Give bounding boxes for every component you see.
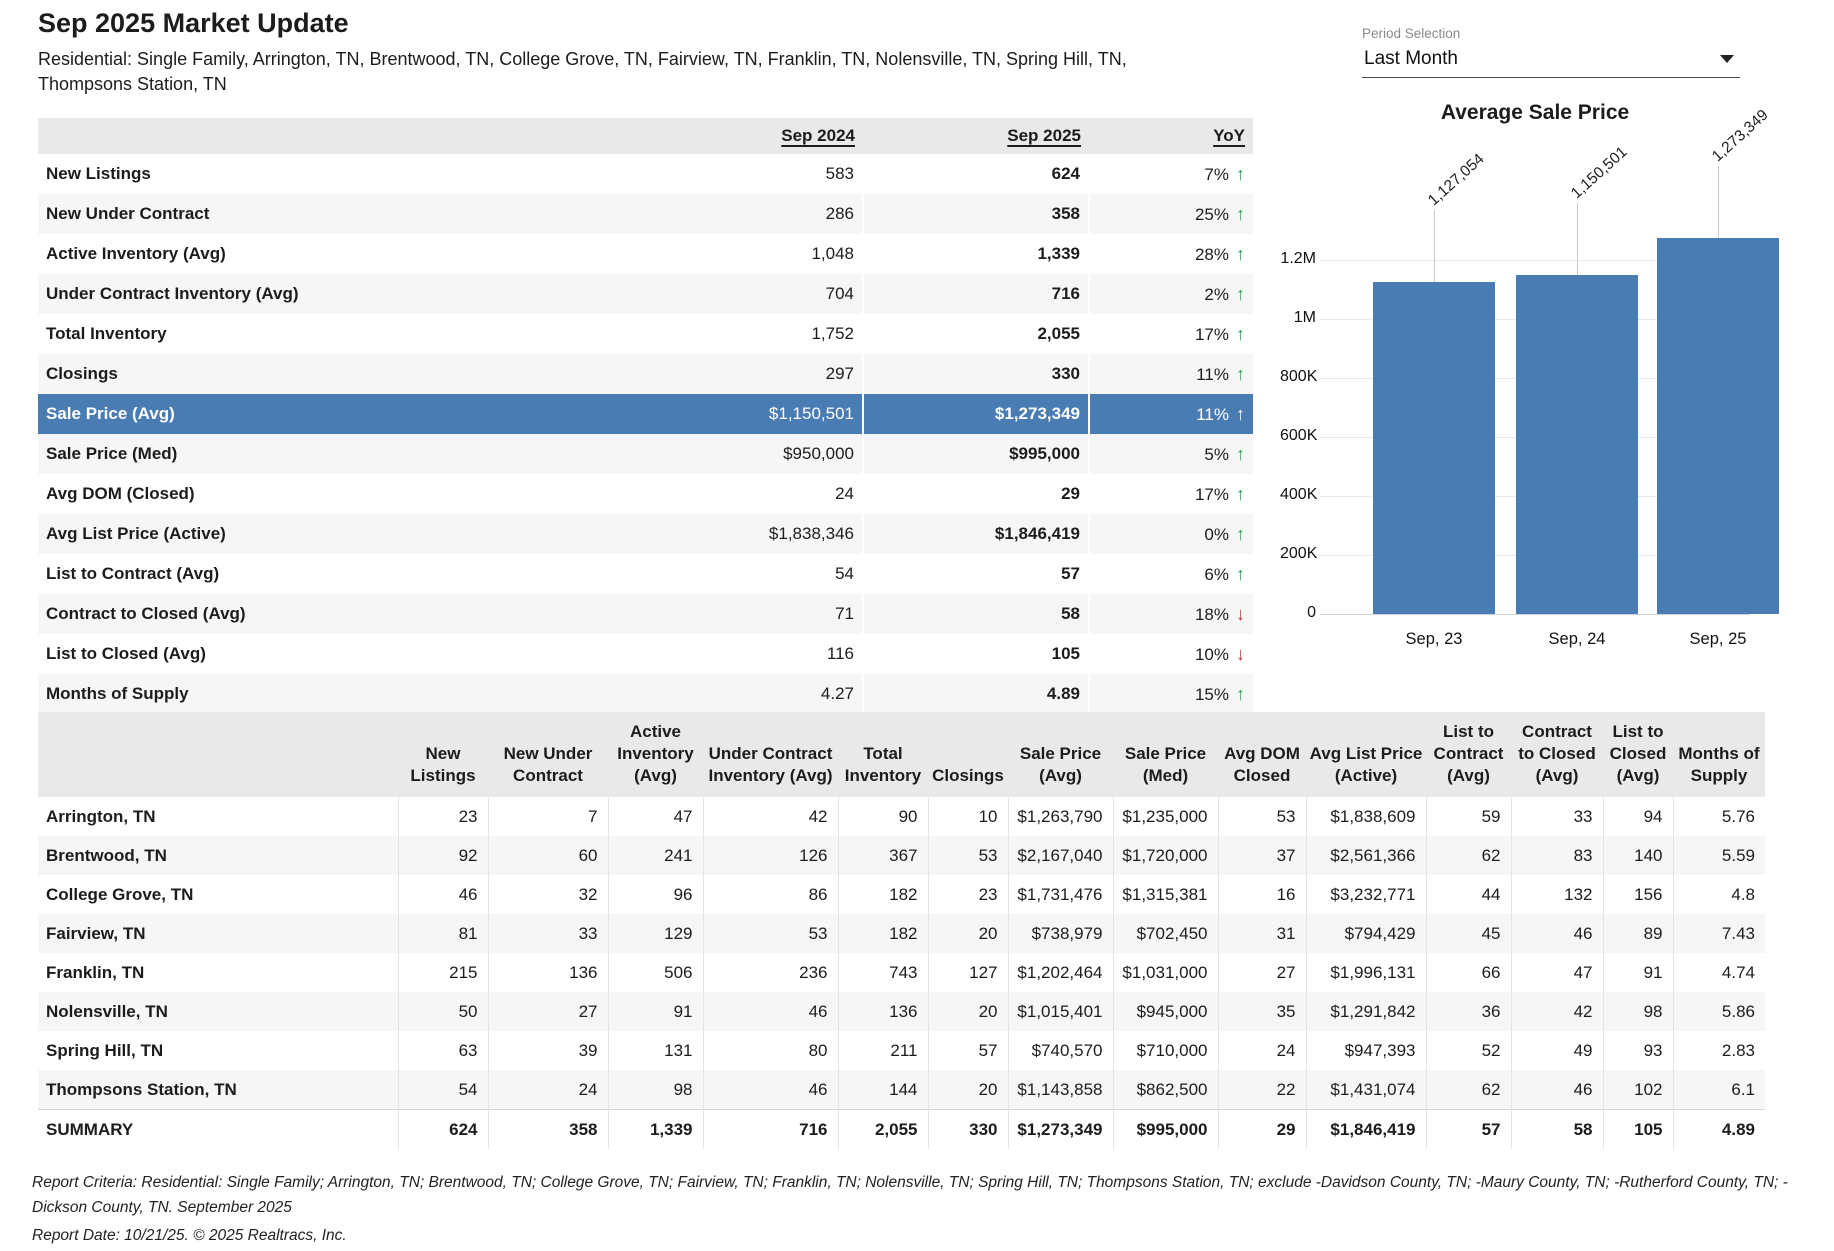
city-cell: 23	[928, 875, 1008, 914]
city-cell: 46	[703, 1070, 838, 1110]
metric-label: Avg List Price (Active)	[38, 514, 558, 554]
trend-up-icon: ↑	[1236, 523, 1245, 544]
city-cell: $1,838,609	[1306, 797, 1426, 836]
x-axis-category-label: Sep, 24	[1548, 630, 1606, 648]
metrics-row[interactable]	[38, 274, 1253, 314]
chart-bar[interactable]	[1657, 238, 1779, 614]
chart-bar[interactable]	[1373, 282, 1495, 614]
city-cell: 96	[608, 875, 703, 914]
city-cell: $1,996,131	[1306, 953, 1426, 992]
city-cell: 7	[488, 797, 608, 836]
city-cell: 127	[928, 953, 1008, 992]
metric-label: List to Closed (Avg)	[46, 644, 206, 663]
metric-label: Closings	[38, 354, 558, 394]
y-axis-tick-label: 200K	[1280, 545, 1318, 562]
metric-prev-value: 704	[558, 274, 863, 314]
metric-yoy-value: 6% ↑	[1089, 554, 1253, 594]
city-row	[38, 1031, 1765, 1070]
metric-yoy-value: 11% ↑	[1089, 394, 1253, 434]
city-breakdown-table	[38, 712, 1765, 1149]
city-row	[38, 1070, 1765, 1110]
city-cell: $740,570	[1008, 1031, 1113, 1070]
metrics-summary-table	[38, 118, 1253, 714]
trend-up-icon: ↑	[1236, 483, 1245, 504]
metric-yoy-value: 10% ↓	[1089, 634, 1253, 674]
trend-up-icon: ↑	[1236, 243, 1245, 264]
city-cell: 144	[838, 1070, 928, 1110]
metrics-row[interactable]	[38, 474, 1253, 514]
city-cell: 93	[1603, 1031, 1673, 1070]
city-cell: 182	[838, 875, 928, 914]
metrics-header-yoy[interactable]: YoY	[1089, 118, 1253, 154]
trend-up-icon: ↑	[1236, 403, 1245, 424]
metrics-row[interactable]	[38, 594, 1253, 634]
city-name: Fairview, TN	[38, 914, 398, 953]
metric-prev-value: 286	[558, 194, 863, 234]
city-cell: 4.89	[1673, 1110, 1765, 1150]
city-cell: 63	[398, 1031, 488, 1070]
metric-yoy-value: 7% ↑	[1089, 154, 1253, 194]
city-table-header: List to Contract (Avg)	[1426, 712, 1511, 797]
metric-curr-value: 4.89	[863, 674, 1089, 714]
city-table-header: Avg List Price (Active)	[1306, 712, 1426, 797]
metric-yoy-value: 11% ↑	[1089, 354, 1253, 394]
city-cell: 47	[1511, 953, 1603, 992]
metric-curr-value: 716	[863, 274, 1089, 314]
city-table-header: Sale Price (Avg)	[1008, 712, 1113, 797]
x-axis-line	[1320, 614, 1750, 615]
metric-curr-value: 57	[863, 554, 1089, 594]
bar-label-leader-line	[1718, 166, 1719, 238]
metric-yoy-value: 17% ↑	[1089, 474, 1253, 514]
metric-label: New Listings	[46, 164, 151, 183]
y-axis-tick-label: 600K	[1280, 427, 1318, 444]
city-name: SUMMARY	[38, 1110, 398, 1150]
city-cell: $2,167,040	[1008, 836, 1113, 875]
city-cell: 4.74	[1673, 953, 1765, 992]
city-cell: 33	[1511, 797, 1603, 836]
city-cell: $702,450	[1113, 914, 1218, 953]
metrics-header-row	[38, 118, 1253, 154]
city-cell: 91	[608, 992, 703, 1031]
page-title: Sep 2025 Market Update	[38, 8, 349, 38]
city-cell: 20	[928, 914, 1008, 953]
city-table-header: New Listings	[398, 712, 488, 797]
city-cell: 46	[1511, 1070, 1603, 1110]
city-cell: 57	[1426, 1110, 1511, 1150]
metric-label: Sale Price (Avg)	[38, 394, 558, 434]
city-cell: 5.76	[1673, 797, 1765, 836]
metrics-row[interactable]	[38, 194, 1253, 234]
city-cell: 58	[1511, 1110, 1603, 1150]
metric-prev-value: 71	[558, 594, 863, 634]
city-cell: 49	[1511, 1031, 1603, 1070]
report-date-text: Report Date: 10/21/25. © 2025 Realtracs, Inc.	[32, 1227, 347, 1244]
city-cell: 42	[1511, 992, 1603, 1031]
city-cell: 4.8	[1673, 875, 1765, 914]
city-cell: 358	[488, 1110, 608, 1150]
city-table-header: Under Contract Inventory (Avg)	[703, 712, 838, 797]
city-cell: 46	[1511, 914, 1603, 953]
city-cell: 743	[838, 953, 928, 992]
metric-label: New Under Contract	[38, 194, 558, 234]
city-cell: 16	[1218, 875, 1306, 914]
city-cell: 54	[398, 1070, 488, 1110]
metric-curr-value: 2,055	[863, 314, 1089, 354]
y-axis-tick-label: 1M	[1293, 309, 1316, 326]
city-cell: 7.43	[1673, 914, 1765, 953]
city-table-header: Contract to Closed (Avg)	[1511, 712, 1603, 797]
metric-yoy-value: 17% ↑	[1089, 314, 1253, 354]
city-cell: $945,000	[1113, 992, 1218, 1031]
city-cell: 83	[1511, 836, 1603, 875]
metric-curr-value: $1,846,419	[863, 514, 1089, 554]
trend-up-icon: ↑	[1236, 683, 1245, 704]
metric-prev-value: 4.27	[558, 674, 863, 714]
trend-down-icon: ↓	[1236, 603, 1245, 624]
trend-down-icon: ↓	[1236, 643, 1245, 664]
metrics-header-empty	[38, 118, 558, 154]
metrics-row[interactable]	[38, 634, 1253, 674]
city-cell: 22	[1218, 1070, 1306, 1110]
metrics-row[interactable]	[38, 434, 1253, 474]
city-cell: 136	[838, 992, 928, 1031]
metric-curr-value: 330	[863, 354, 1089, 394]
city-cell: 33	[488, 914, 608, 953]
city-row	[38, 953, 1765, 992]
city-cell: 136	[488, 953, 608, 992]
metric-curr-value: 105	[863, 634, 1089, 674]
city-cell: $1,015,401	[1008, 992, 1113, 1031]
bar-value-label: 1,127,054	[1424, 149, 1488, 209]
city-row	[38, 797, 1765, 836]
metric-prev-value: $950,000	[558, 434, 863, 474]
city-cell: 24	[488, 1070, 608, 1110]
city-cell: 10	[928, 797, 1008, 836]
metrics-header-curr-period[interactable]: Sep 2025	[863, 118, 1089, 154]
city-cell: 211	[838, 1031, 928, 1070]
report-criteria-subtitle: Residential: Single Family, Arrington, TN, Brentwood, TN, College Grove, TN, Fairview, TN, Franklin, TN, Nolensville, TN, Spring Hill, TN, Thompsons Station, TN	[38, 49, 1127, 94]
city-cell: 53	[928, 836, 1008, 875]
city-summary-row	[38, 1110, 1765, 1150]
city-cell: 81	[398, 914, 488, 953]
city-cell: 52	[1426, 1031, 1511, 1070]
city-name: Franklin, TN	[46, 962, 145, 982]
city-cell: 131	[608, 1031, 703, 1070]
metric-yoy-value: 18% ↓	[1089, 594, 1253, 634]
city-cell: 716	[703, 1110, 838, 1150]
city-table-header-row	[38, 712, 1765, 797]
city-name: Nolensville, TN	[38, 992, 398, 1031]
city-cell: 5.59	[1673, 836, 1765, 875]
city-cell: 62	[1426, 1070, 1511, 1110]
city-table-header: Total Inventory	[838, 712, 928, 797]
city-cell: 39	[488, 1031, 608, 1070]
metrics-header-prev-period[interactable]: Sep 2024	[558, 118, 863, 154]
city-name: Spring Hill, TN	[46, 1040, 164, 1060]
metrics-row[interactable]	[38, 674, 1253, 714]
city-cell: $995,000	[1113, 1110, 1218, 1150]
city-cell: 32	[488, 875, 608, 914]
city-cell: 367	[838, 836, 928, 875]
y-axis-tick-label: 800K	[1280, 368, 1318, 385]
city-cell: $1,315,381	[1113, 875, 1218, 914]
city-cell: $794,429	[1306, 914, 1426, 953]
city-cell: 132	[1511, 875, 1603, 914]
city-cell: 29	[1218, 1110, 1306, 1150]
city-cell: 86	[703, 875, 838, 914]
metric-prev-value: 297	[558, 354, 863, 394]
y-axis-tick-label: 400K	[1280, 486, 1318, 503]
city-cell: $862,500	[1113, 1070, 1218, 1110]
city-cell: 91	[1603, 953, 1673, 992]
metrics-row[interactable]	[38, 354, 1253, 394]
city-table-header: Active Inventory (Avg)	[608, 712, 703, 797]
city-cell: $1,031,000	[1113, 953, 1218, 992]
city-table-header: Closings	[928, 712, 1008, 797]
city-cell: 94	[1603, 797, 1673, 836]
city-cell: 241	[608, 836, 703, 875]
city-cell: 53	[703, 914, 838, 953]
metric-curr-value: 29	[863, 474, 1089, 514]
city-cell: $1,731,476	[1008, 875, 1113, 914]
city-table-header: Avg DOM Closed	[1218, 712, 1306, 797]
trend-up-icon: ↑	[1236, 323, 1245, 344]
city-cell: 506	[608, 953, 703, 992]
city-cell: $1,291,842	[1306, 992, 1426, 1031]
y-axis-tick-label: 0	[1307, 604, 1316, 621]
caret-down-icon	[1720, 55, 1734, 63]
city-cell: 89	[1603, 914, 1673, 953]
period-selection	[1362, 26, 1740, 78]
city-cell: $1,273,349	[1008, 1110, 1113, 1150]
city-cell: 98	[608, 1070, 703, 1110]
city-cell: $947,393	[1306, 1031, 1426, 1070]
city-column-header	[38, 712, 398, 797]
trend-up-icon: ↑	[1236, 563, 1245, 584]
city-cell: 42	[703, 797, 838, 836]
metric-curr-value: 1,339	[863, 234, 1089, 274]
report-footer	[32, 1170, 1812, 1251]
city-cell: 140	[1603, 836, 1673, 875]
city-cell: $1,202,464	[1008, 953, 1113, 992]
city-cell: 46	[398, 875, 488, 914]
city-cell: $1,143,858	[1008, 1070, 1113, 1110]
city-cell: 330	[928, 1110, 1008, 1150]
trend-up-icon: ↑	[1236, 283, 1245, 304]
metrics-row[interactable]	[38, 314, 1253, 354]
city-table-header: Months of Supply	[1673, 712, 1765, 797]
bar-label-leader-line	[1434, 210, 1435, 282]
city-cell: $1,720,000	[1113, 836, 1218, 875]
metric-label: List to Contract (Avg)	[46, 564, 220, 583]
metric-prev-value: $1,150,501	[558, 394, 863, 434]
city-cell: 27	[1218, 953, 1306, 992]
bar-label-leader-line	[1577, 203, 1578, 275]
city-cell: $1,235,000	[1113, 797, 1218, 836]
city-cell: 36	[1426, 992, 1511, 1031]
city-cell: 98	[1603, 992, 1673, 1031]
city-cell: $1,263,790	[1008, 797, 1113, 836]
city-row	[38, 914, 1765, 953]
metric-prev-value: 1,752	[811, 324, 854, 343]
metric-prev-value: 116	[826, 644, 854, 663]
city-cell: 59	[1426, 797, 1511, 836]
city-cell: 1,339	[608, 1110, 703, 1150]
city-cell: 23	[398, 797, 488, 836]
metric-curr-value: 358	[863, 194, 1089, 234]
city-row	[38, 836, 1765, 875]
metric-label: Total Inventory	[46, 324, 167, 343]
city-cell: 37	[1218, 836, 1306, 875]
metric-curr-value: 624	[863, 154, 1089, 194]
metric-label: Months of Supply	[38, 674, 558, 714]
metric-yoy-value: 2% ↑	[1089, 274, 1253, 314]
city-cell: $1,846,419	[1306, 1110, 1426, 1150]
city-cell: $3,232,771	[1306, 875, 1426, 914]
metric-yoy-value: 28% ↑	[1089, 234, 1253, 274]
city-cell: 45	[1426, 914, 1511, 953]
report-criteria-text: Report Criteria: Residential: Single Family; Arrington, TN; Brentwood, TN; College Grove, TN; Fairview, TN; Franklin, TN; Nolensville, TN; Spring Hill, TN; Thompsons Station, TN; exclude -Davidson County, TN; -Maury County, TN; -Rutherford County, TN; -Dickson County, TN. September 2025	[32, 1174, 1788, 1216]
city-table-header: List to Closed (Avg)	[1603, 712, 1673, 797]
metric-prev-value: 1,048	[811, 244, 854, 263]
city-cell: 47	[608, 797, 703, 836]
city-cell: 126	[703, 836, 838, 875]
metric-label: Contract to Closed (Avg)	[38, 594, 558, 634]
city-cell: 44	[1426, 875, 1511, 914]
city-cell: 50	[398, 992, 488, 1031]
city-table-header: New Under Contract	[488, 712, 608, 797]
metric-prev-value: 583	[825, 164, 854, 183]
city-cell: $710,000	[1113, 1031, 1218, 1070]
city-row	[38, 875, 1765, 914]
metrics-row[interactable]	[38, 514, 1253, 554]
city-cell: 182	[838, 914, 928, 953]
city-cell: 2,055	[838, 1110, 928, 1150]
bar-value-label: 1,273,349	[1708, 106, 1772, 166]
average-sale-price-chart	[1280, 95, 1834, 680]
metric-prev-value: 54	[835, 564, 854, 583]
trend-up-icon: ↑	[1236, 363, 1245, 384]
city-cell: 129	[608, 914, 703, 953]
city-cell: 27	[488, 992, 608, 1031]
metric-label: Under Contract Inventory (Avg)	[38, 274, 558, 314]
city-name: Arrington, TN	[46, 806, 156, 826]
metrics-row[interactable]	[38, 234, 1253, 274]
city-cell: 35	[1218, 992, 1306, 1031]
city-name: Thompsons Station, TN	[38, 1070, 398, 1110]
city-cell: 31	[1218, 914, 1306, 953]
period-select-dropdown[interactable]	[1362, 46, 1740, 78]
city-cell: 156	[1603, 875, 1673, 914]
city-cell: 236	[703, 953, 838, 992]
city-cell: $2,561,366	[1306, 836, 1426, 875]
metric-yoy-value: 15% ↑	[1089, 674, 1253, 714]
metric-curr-value: 58	[863, 594, 1089, 634]
x-axis-category-label: Sep, 23	[1405, 630, 1463, 648]
city-cell: 6.1	[1673, 1070, 1765, 1110]
metrics-row[interactable]	[38, 154, 1253, 194]
city-cell: 60	[488, 836, 608, 875]
metric-curr-value: $995,000	[863, 434, 1089, 474]
city-cell: 53	[1218, 797, 1306, 836]
metrics-row[interactable]	[38, 554, 1253, 594]
metric-yoy-value: 0% ↑	[1089, 514, 1253, 554]
bar-value-label: 1,150,501	[1567, 143, 1631, 202]
city-cell: 5.86	[1673, 992, 1765, 1031]
city-cell: 46	[703, 992, 838, 1031]
metric-yoy-value: 25% ↑	[1089, 194, 1253, 234]
city-cell: 92	[398, 836, 488, 875]
city-cell: 80	[703, 1031, 838, 1070]
city-cell: 90	[838, 797, 928, 836]
city-name: Brentwood, TN	[38, 836, 398, 875]
city-cell: 102	[1603, 1070, 1673, 1110]
city-name: College Grove, TN	[46, 884, 194, 904]
metric-label: Active Inventory (Avg)	[46, 244, 226, 263]
metrics-row[interactable]	[38, 394, 1253, 434]
metric-curr-value: $1,273,349	[863, 394, 1089, 434]
city-cell: 66	[1426, 953, 1511, 992]
metric-prev-value: $1,838,346	[558, 514, 863, 554]
trend-up-icon: ↑	[1236, 443, 1245, 464]
metric-label: Avg DOM (Closed)	[46, 484, 195, 503]
period-selection-label: Period Selection	[1362, 26, 1461, 41]
city-cell: 624	[398, 1110, 488, 1150]
x-axis-category-label: Sep, 25	[1689, 630, 1747, 648]
chart-title: Average Sale Price	[1440, 101, 1630, 124]
city-cell: 24	[1218, 1031, 1306, 1070]
city-row	[38, 992, 1765, 1031]
trend-up-icon: ↑	[1236, 163, 1245, 184]
metric-prev-value: 24	[835, 484, 854, 503]
city-cell: 20	[928, 1070, 1008, 1110]
city-cell: 215	[398, 953, 488, 992]
city-table-header: Sale Price (Med)	[1113, 712, 1218, 797]
chart-bar[interactable]	[1516, 275, 1638, 614]
trend-up-icon: ↑	[1236, 203, 1245, 224]
y-axis-tick-label: 1.2M	[1280, 250, 1316, 267]
metric-label: Sale Price (Med)	[38, 434, 558, 474]
city-cell: 57	[928, 1031, 1008, 1070]
city-cell: 20	[928, 992, 1008, 1031]
city-cell: 2.83	[1673, 1031, 1765, 1070]
metric-yoy-value: 5% ↑	[1089, 434, 1253, 474]
city-cell: $738,979	[1008, 914, 1113, 953]
period-selected-value: Last Month	[1364, 48, 1458, 69]
city-cell: 105	[1603, 1110, 1673, 1150]
city-cell: 62	[1426, 836, 1511, 875]
city-cell: $1,431,074	[1306, 1070, 1426, 1110]
